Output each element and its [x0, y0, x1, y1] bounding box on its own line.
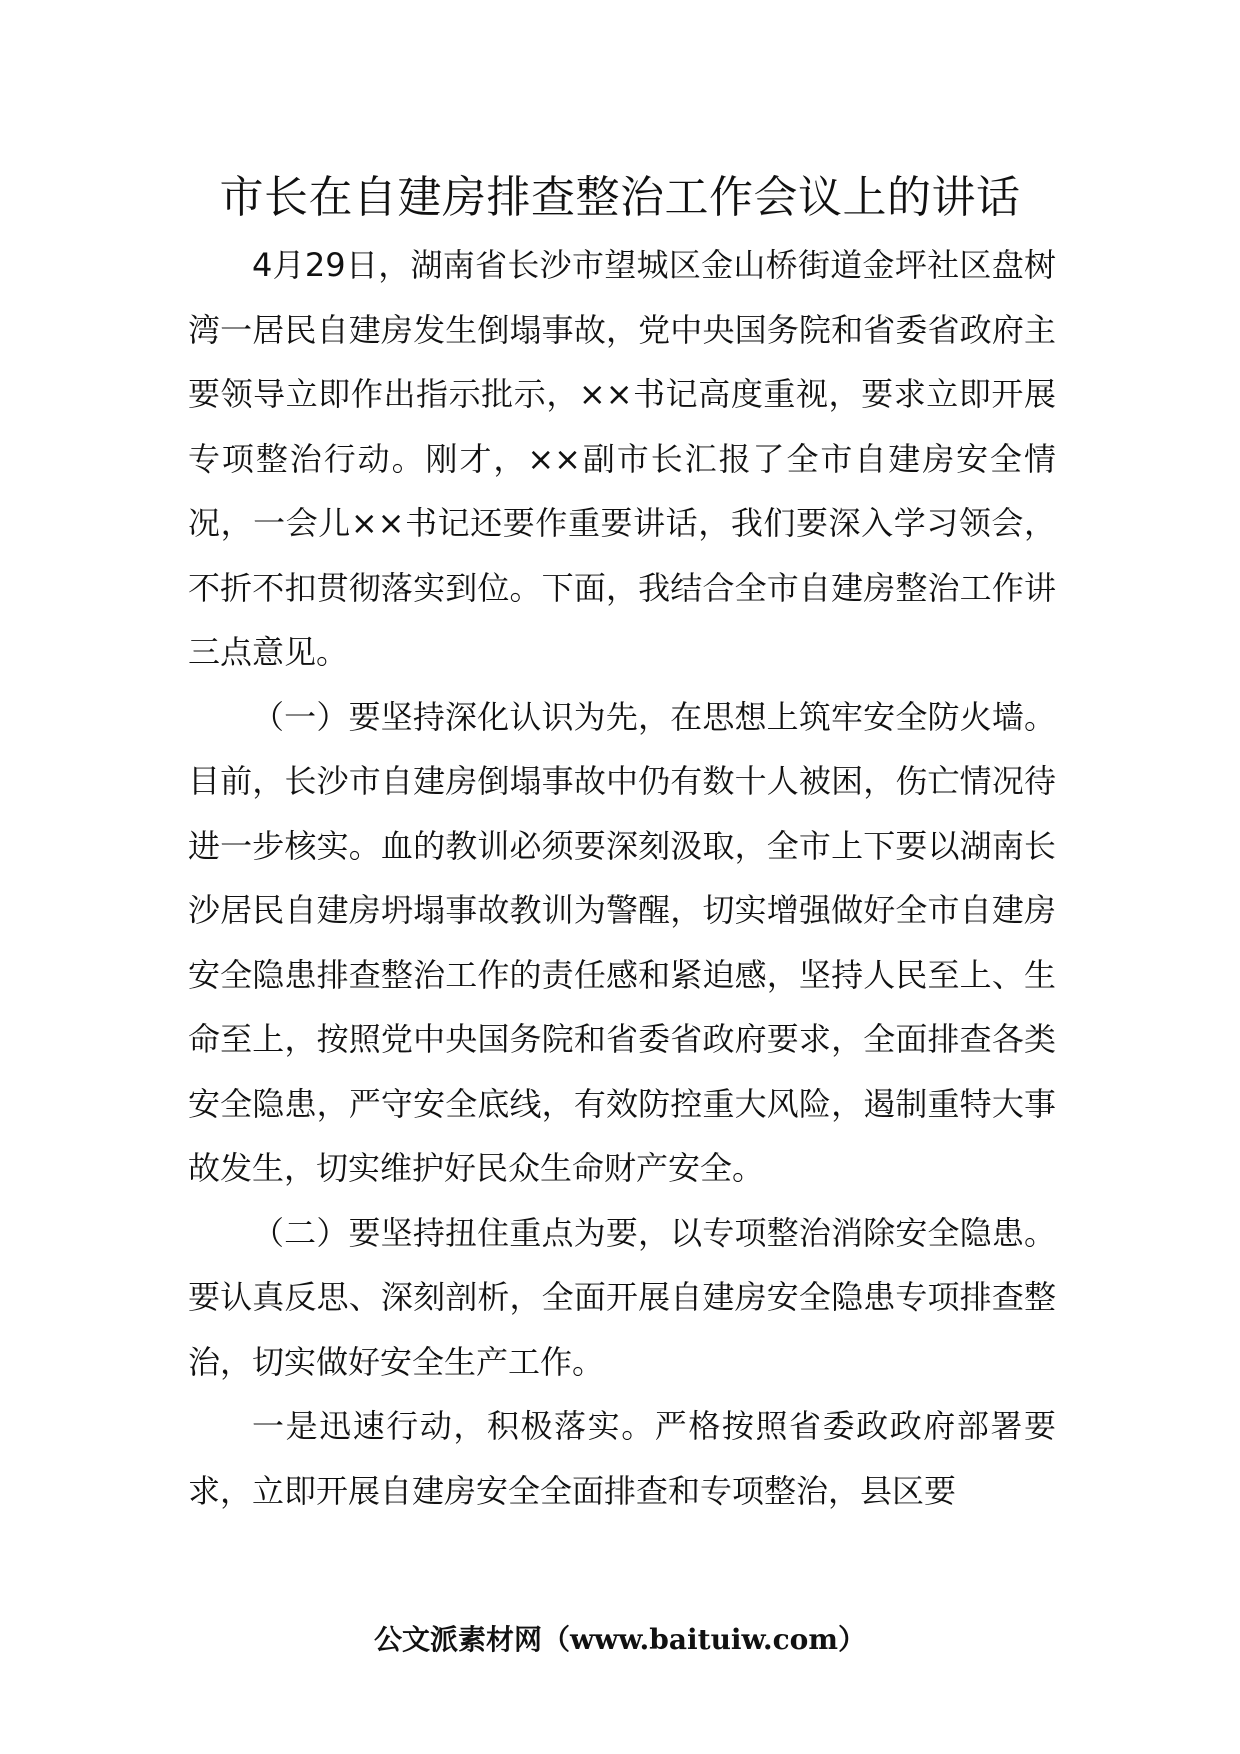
page-footer-watermark: 公文派素材网（www.baituiw.com） — [374, 1623, 866, 1656]
paragraph-section-one: （一）要坚持深化认识为先，在思想上筑牢安全防火墙。目前，长沙市自建房倒塌事故中仍有数十人被困，伤亡情况待进一步核实。血的教训必须要深刻汲取，全市上下要以湖南长沙居民自建房坍塌事故教训为警醒，切实增强做好全市自建房安全隐患排查整治工作的责任感和紧迫感，坚持人民至上、生命至上，按照党中央国务院和省委省政府要求，全面排查各类安全隐患，严守安全底线，有效防控重大风险，遏制重特大事故发生，切实维护好民众生命财产安全。 — [188, 697, 1056, 1187]
paragraph-point-one: 一是迅速行动，积极落实。严格按照省委政政府部署要求，立即开展自建房安全全面排查和专项整治，县区要 — [188, 1407, 1056, 1510]
document-body — [188, 233, 1056, 1523]
paragraph-intro: 4月29日，湖南省长沙市望城区金山桥街道金坪社区盘树湾一居民自建房发生倒塌事故，党中央国务院和省委省政府主要领导立即作出指示批示，××书记高度重视，要求立即开展专项整治行动。刚才，××副市长汇报了全市自建房安全情况，一会儿××书记还要作重要讲话，我们要深入学习领会，不折不扣贯彻落实到位。下面，我结合全市自建房整治工作讲三点意见。 — [188, 246, 1056, 671]
paragraph-section-two: （二）要坚持扭住重点为要，以专项整治消除安全隐患。要认真反思、深刻剖析，全面开展自建房安全隐患专项排查整治，切实做好安全生产工作。 — [188, 1213, 1056, 1381]
document-title: 市长在自建房排查整治工作会议上的讲话 — [219, 172, 1021, 223]
